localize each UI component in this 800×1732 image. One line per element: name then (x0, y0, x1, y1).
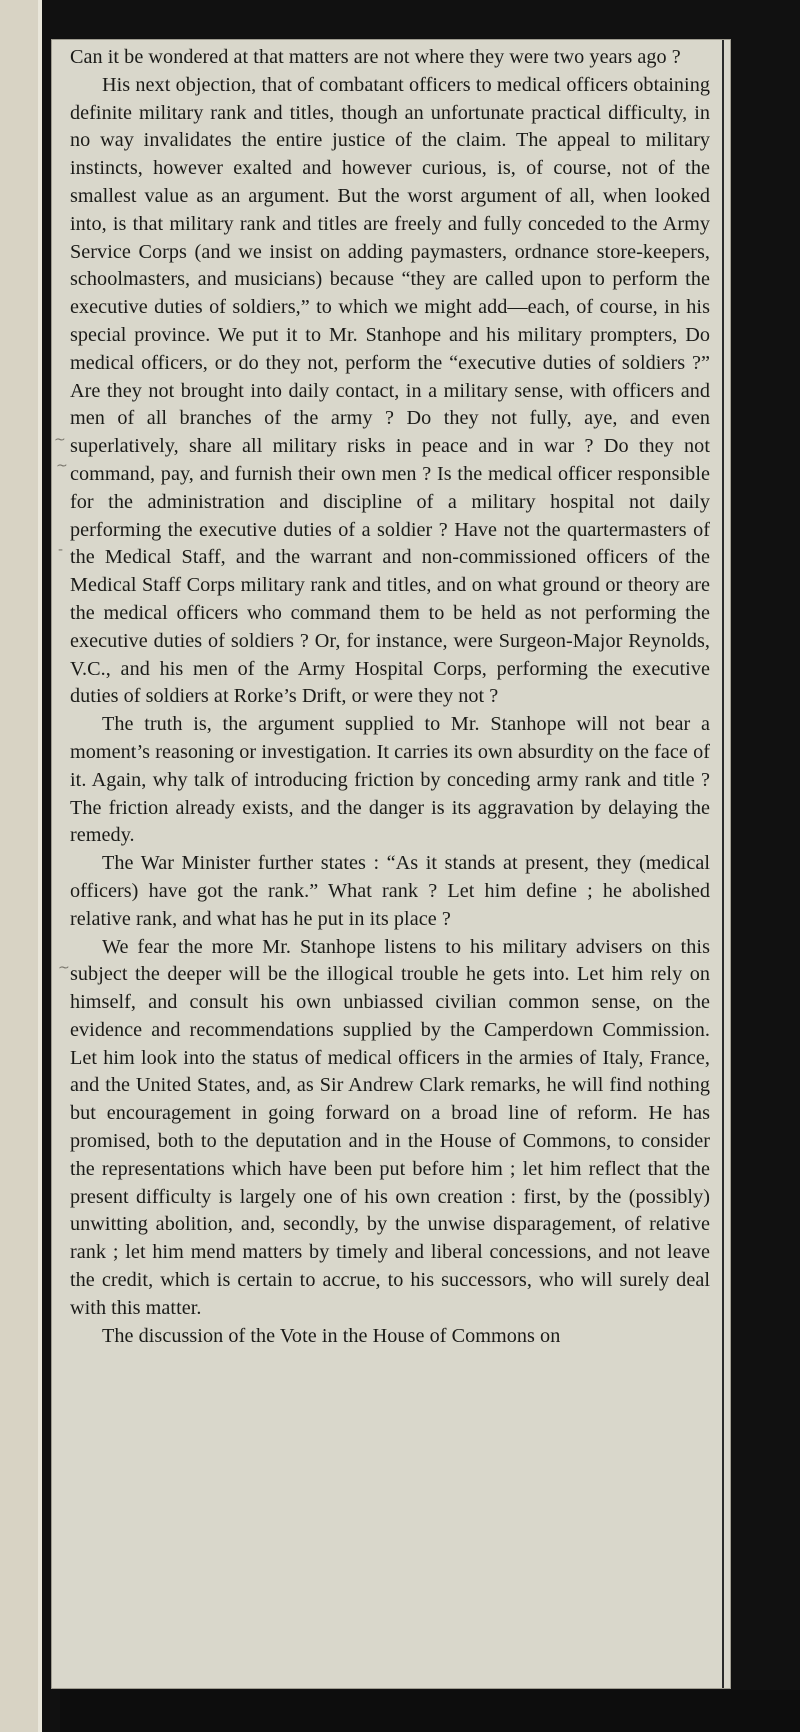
margin-mark: ~ (54, 432, 66, 448)
margin-mark: - (58, 542, 64, 558)
paragraph: The discussion of the Vote in the House of Commons on (102, 1324, 561, 1347)
paragraph: The War Minister further states : “As it stands at present, they (medical officers) have got the rank.” What rank ? Let him define ; he abolished relative rank, and what has he put in its place ? (70, 852, 710, 930)
adjacent-page-strip (0, 0, 42, 1732)
margin-mark: ~ (58, 960, 70, 976)
adjacent-page-edge (38, 0, 42, 1732)
paragraph: The truth is, the argument supplied to Mr. Stanhope will not bear a moment’s reasoning or investigation. It carries its own absurdity on the face of it. Again, why talk of introducing friction by conceding army rank and title ? The friction already exists, and the danger is its aggravation by delaying the remedy. (70, 713, 710, 847)
margin-mark: ~ (56, 458, 68, 474)
paragraph: His next objection, that of combatant officers to medical officers obtaining definite military rank and titles, though an unfortunate practical difficulty, in no way invalidates the entire justice of the claim. The appeal to military instincts, however exalted and however curious, is, of course, not of the smallest value as an argument. But the worst argument of all, when looked into, is that military rank and titles are freely and fully conceded to the Army Service Corps (and we insist on adding paymasters, ordnance store-keepers, schoolmasters, and musicians) because “they are called upon to perform the executive duties of soldiers,” to which we might add—each, of course, in his special province. We put it to Mr. Stanhope and his military prompters, Do medical officers, or do they not, perform the “executive duties of soldiers ?” Are they not brought into daily contact, in a military sense, with officers and men of all branches of the army ? Do they not fully, aye, and even superlatively, share all military risks in peace and in war ? Do they not command, pay, and furnish their own men ? Is the medical officer responsible for the administration and discipline of a military hospital not daily performing the executive duties of a soldier ? Have not the quartermasters of the Medical Staff, and the warrant and non-commissioned officers of the Medical Staff Corps military rank and titles, and on what ground or theory are the medical officers who command them to be held as not performing the executive duties of soldiers ? Or, for instance, were Surgeon-Major Reynolds, V.C., and his men of the Army Hospital Corps, performing the executive duties of soldiers at Rorke’s Drift, or were they not ? (70, 73, 710, 708)
column-rule (722, 40, 724, 1688)
paragraph: Can it be wondered at that matters are not where they were two years ago ? (70, 46, 681, 68)
paragraph: We fear the more Mr. Stanhope listens to his military advisers on this subject the deeper will be the illogical trouble he gets into. Let him rely on himself, and consult his own unbiassed civilian common sense, on the evidence and recommendations supplied by the Camperdown Commission. Let him look into the status of medical officers in the armies of Italy, France, and the United States, and, as Sir Andrew Clark remarks, he will find nothing but encouragement in going forward on a broad line of reform. He has promised, both to the deputation and in the House of Commons, to consider the representations which have been put before him ; let him reflect that the present difficulty is largely one of his own creation : first, by the (possibly) unwitting abolition, and, secondly, by the unwise disparagement, of relative rank ; let him mend matters by timely and liberal concessions, and not leave the credit, which is certain to accrue, to his successors, who will surely deal with this matter. (70, 935, 710, 1319)
scan-background (60, 1690, 800, 1732)
article-text (70, 44, 710, 1350)
